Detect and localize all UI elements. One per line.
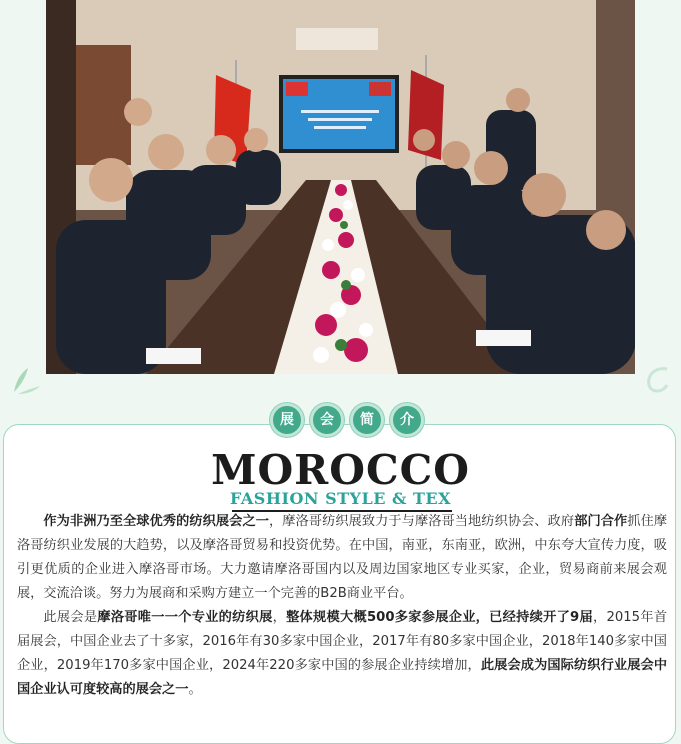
section-title-char: 展 xyxy=(270,403,304,437)
paragraph-1: 作为非洲乃至全球优秀的纺织展会之一，摩洛哥纺织展致力于与摩洛哥当地纺织协会、政府部门合作抓住摩洛哥纺织业发展的大趋势，以及摩洛哥贸易和投资优势。在中国，南亚，东南亚，欧洲，中东夸大宣传力度，吸引更优质的企业进入摩洛哥市场。大力邀请摩洛哥国内以及周边国家地区专业买家，企业，贸易商前来展会观展，交流洽谈。努力为展商和采购方建立一个完善的B2B商业平台。 xyxy=(17,514,668,601)
section-title-char: 会 xyxy=(310,403,344,437)
swirl-decoration-icon xyxy=(641,363,673,395)
section-title-char: 介 xyxy=(390,403,424,437)
paragraph-2: 此展会是摩洛哥唯一一个专业的纺织展，整体规模大概500多家参展企业，已经持续开了9届，2015年首届展会，中国企业去了十多家，2016年有30多家中国企业，2017年有80多家中国企业，2018年140多家中国企业，2019年170多家中国企业，2024年220多家中国的参展企业持续增加，此展会成为国际纺织行业展会中国企业认可度较高的展会之一。 xyxy=(17,610,668,697)
section-title-char: 简 xyxy=(350,403,384,437)
logo-sub-text: FASHION STYLE & TEX xyxy=(229,489,452,508)
leaf-decoration-icon xyxy=(8,362,42,396)
logo-main-text: MOROCCO xyxy=(211,446,470,494)
intro-text xyxy=(17,510,667,702)
section-title xyxy=(270,403,424,437)
meeting-photo xyxy=(46,0,635,374)
